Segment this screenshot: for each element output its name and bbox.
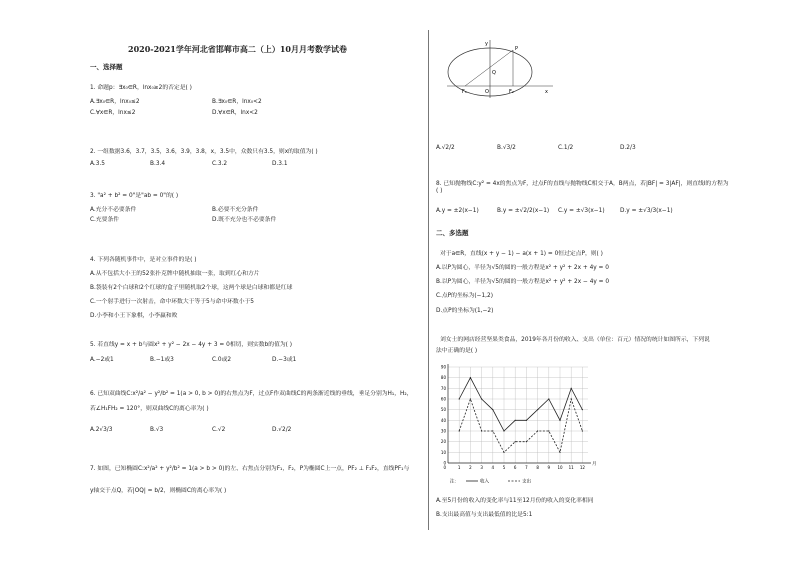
q3-option-b: B.必要不充分条件 <box>212 207 259 213</box>
column-divider <box>428 30 429 530</box>
series-0-point-12 <box>582 409 583 410</box>
x-tick-label-7: 7 <box>525 465 528 470</box>
q7-option-d: D.2/3 <box>620 145 636 151</box>
series-0-point-5 <box>503 430 504 431</box>
y-tick-label-70: 70 <box>440 385 446 391</box>
label-p: P <box>515 46 519 52</box>
series-0-point-11 <box>571 388 572 389</box>
x-unit-label: 月 <box>592 462 597 467</box>
q8-option-c: C.y = ±√3(x−1) <box>558 208 605 214</box>
series-1-point-10 <box>559 452 560 453</box>
series-0-point-6 <box>515 420 516 421</box>
series-line-0 <box>459 378 582 431</box>
series-1-point-6 <box>515 441 516 442</box>
label-x: x <box>545 89 548 95</box>
x-tick-label-1: 1 <box>457 465 461 470</box>
q2-option-d: D.3.1 <box>272 161 288 167</box>
q10-option-b: B.支出最高值与支出最低值的比是5:1 <box>436 512 533 518</box>
segment-pf1 <box>465 50 513 86</box>
q7-option-b: B.√3/2 <box>497 145 516 151</box>
q5-option-c: C.0或2 <box>212 357 232 363</box>
label-f1: F₁ <box>462 89 467 95</box>
q8-stem: 8. 已知抛物线C:y² = 4x的焦点为F，过点F的直线与抛物线C相交于A，B两点，若|BF| = 3|AF|，则直线l的方程为 <box>436 181 729 187</box>
q1-option-c: C.∀x∈R，lnx≤2 <box>90 110 136 116</box>
q4-option-b: B.袋装有2个白球和2个红球的盒子里随机取2个球，这两个球是白球和都是红球 <box>90 285 293 291</box>
q6-option-d: D.√2/2 <box>272 427 292 433</box>
x-tick-label-12: 12 <box>579 465 585 470</box>
series-0-point-8 <box>537 409 538 410</box>
q9-option-a: A.以P为圆心，半径为√5的圆的一般方程是x² + y² + 2x + 4y = 0 <box>436 265 609 271</box>
q9-option-b: B.以P为圆心，半径为√5的圆的一般方程是x² + y² + 2x − 4y = 0 <box>436 279 610 285</box>
series-1-point-4 <box>492 430 493 431</box>
label-f2: F₂ <box>509 89 514 95</box>
series-1-point-11 <box>571 398 572 399</box>
q6-stem-line1: 6. 已知双曲线C:x²/a² − y²/b² = 1(a > 0, b > 0)的右焦点为F，过点F作双曲线C的两条渐近线的垂线，垂足分别为H₁，H₂， <box>90 391 413 397</box>
legend-note: 注： <box>450 479 459 485</box>
section-heading-multi: 二、多选题 <box>436 229 469 237</box>
page-title: 2020-2021学年河北省邯郸市高二（上）10月月考数学试卷 <box>128 44 347 54</box>
x-tick-label-5: 5 <box>502 465 506 470</box>
series-0-point-3 <box>481 398 482 399</box>
label-o: O <box>485 89 489 95</box>
q4-option-a: A.从不包括大小王的52张扑克牌中随机抽取一张，取到红心和方片 <box>90 271 260 277</box>
q8-option-d: D.y = ±√3/3(x−1) <box>620 208 673 214</box>
q2-option-b: B.3.4 <box>150 161 166 167</box>
q5-stem: 5. 若直线y = x + b与圆x² + y² − 2x − 4y + 3 = 0相切，则实数b的值为( ) <box>90 342 293 348</box>
q8-stem-line2: ( ) <box>436 188 443 194</box>
label-y: y <box>485 41 488 47</box>
q5-option-a: A.−2或1 <box>90 357 114 363</box>
series-0-point-9 <box>548 398 549 399</box>
series-0-point-2 <box>470 377 471 378</box>
y-tick-label-60: 60 <box>440 396 446 402</box>
q10-option-a: A.至5月份的收入的变化率与11至12月份的收入的变化率相同 <box>436 498 594 504</box>
ellipse-figure <box>445 38 555 100</box>
q6-option-b: B.√3 <box>150 427 164 433</box>
series-0-point-7 <box>526 420 527 421</box>
x-tick-label-6: 6 <box>513 465 517 470</box>
q8-option-a: A.y = ±2(x−1) <box>436 208 479 214</box>
q7-stem-line2: y轴交于点Q，若|OQ| = b/2，则椭圆C的离心率为( ) <box>90 488 227 494</box>
series-1-point-2 <box>470 398 471 399</box>
y-tick-label-90: 90 <box>440 364 446 370</box>
series-1-point-7 <box>526 441 527 442</box>
q6-option-a: A.2√3/3 <box>90 427 113 433</box>
series-1-point-5 <box>503 452 504 453</box>
q6-option-c: C.√2 <box>212 427 226 433</box>
q4-option-d: D.小李和小王下象棋，小李赢和败 <box>90 313 178 319</box>
series-1-point-8 <box>537 430 538 431</box>
series-1-point-9 <box>548 430 549 431</box>
q9-option-d: D.点P的坐标为(1,−2) <box>436 308 494 314</box>
q4-stem: 4. 下列各随机事件中，是对立事件的是( ) <box>90 257 197 263</box>
q7-option-a: A.√2/2 <box>436 145 455 151</box>
y-tick-label-50: 50 <box>440 407 446 413</box>
series-1-point-12 <box>582 430 583 431</box>
y-tick-label-0: 0 <box>443 460 446 466</box>
q5-option-b: B.−1或3 <box>150 357 174 363</box>
series-0-point-10 <box>559 420 560 421</box>
q2-option-c: C.3.2 <box>212 161 228 167</box>
label-q: Q <box>492 70 496 76</box>
y-tick-label-40: 40 <box>440 417 446 423</box>
x-tick-label-4: 4 <box>491 465 495 470</box>
y-tick-label-80: 80 <box>440 375 446 381</box>
legend-label-income: 收入 <box>480 479 489 485</box>
chart-legend <box>450 478 531 485</box>
q1-option-d: D.∀x∈R，lnx<2 <box>212 110 258 116</box>
y-tick-label-10: 10 <box>440 449 446 455</box>
q2-option-a: A.3.5 <box>90 161 105 167</box>
q6-stem-line2: 若∠H₁FH₂ = 120°，则双曲线C的离心率为( ) <box>90 406 209 412</box>
q3-option-a: A.充分不必要条件 <box>90 207 137 213</box>
q5-option-d: D.−3或1 <box>272 357 297 363</box>
x-tick-label-10: 10 <box>557 465 563 470</box>
y-tick-label-20: 20 <box>440 439 446 445</box>
q1-option-b: B.∃x₀∈R，lnx₀<2 <box>212 99 262 105</box>
x-tick-label-2: 2 <box>469 465 472 470</box>
section-heading-choice: 一、选择题 <box>90 63 123 71</box>
q1-option-a: A.∃x₀∈R，lnx₀≤2 <box>90 99 140 105</box>
origin-label: 0 <box>443 465 446 470</box>
q7-option-c: C.1/2 <box>558 145 574 151</box>
series-0-point-4 <box>492 409 493 410</box>
x-tick-label-9: 9 <box>547 465 551 470</box>
series-line-1 <box>459 399 582 452</box>
q9-option-c: C.点P的坐标为(−1,2) <box>436 293 493 299</box>
q10-stem-line2: 法中正确的是( ) <box>436 348 478 354</box>
q3-option-d: D.既不充分也不必要条件 <box>212 217 277 223</box>
x-tick-label-3: 3 <box>480 465 483 470</box>
x-tick-label-11: 11 <box>568 465 574 470</box>
q9-stem: 对于a∈R，直线(x + y − 1) − a(x + 1) = 0恒过定点P，则( ) <box>440 251 603 257</box>
q10-stem-line1: 刘女士的网店经营坚果类食品，2019年各月份的收入、支出（单位：百元）情况的统计如图所示，下列说 <box>440 337 710 343</box>
q2-stem: 2. 一组数据3.6，3.7，3.5，3.6，3.9，3.8，x，3.5中，众数只有3.5，则x的取值为( ) <box>90 149 318 155</box>
chart-grid <box>448 367 588 463</box>
q8-option-b: B.y = ±√2/2(x−1) <box>497 208 550 214</box>
legend-label-expense: 支出 <box>522 479 531 485</box>
q1-stem: 1. 命题p：∃x₀∈R，lnx₀≥2的否定是( ) <box>90 85 192 91</box>
q3-stem: 3. "a² + b² = 0"是"ab = 0"的( ) <box>90 193 179 199</box>
series-1-point-3 <box>481 430 482 431</box>
x-tick-label-8: 8 <box>536 465 539 470</box>
q4-option-c: C.一个射手进行一次射击，命中环数大于等于5与命中环数小于5 <box>90 299 254 305</box>
income-expense-chart <box>436 355 606 490</box>
q7-stem-line1: 7. 如图，已知椭圆C:x²/a² + y²/b² = 1(a > b > 0)的左、右焦点分别为F₁，F₂，P为椭圆C上一点，PF₂ ⊥ F₁F₂，直线PF₁与 <box>90 466 410 472</box>
series-1-point-1 <box>459 430 460 431</box>
y-tick-label-30: 30 <box>440 428 446 434</box>
series-0-point-1 <box>459 398 460 399</box>
q3-option-c: C.充要条件 <box>90 217 120 223</box>
